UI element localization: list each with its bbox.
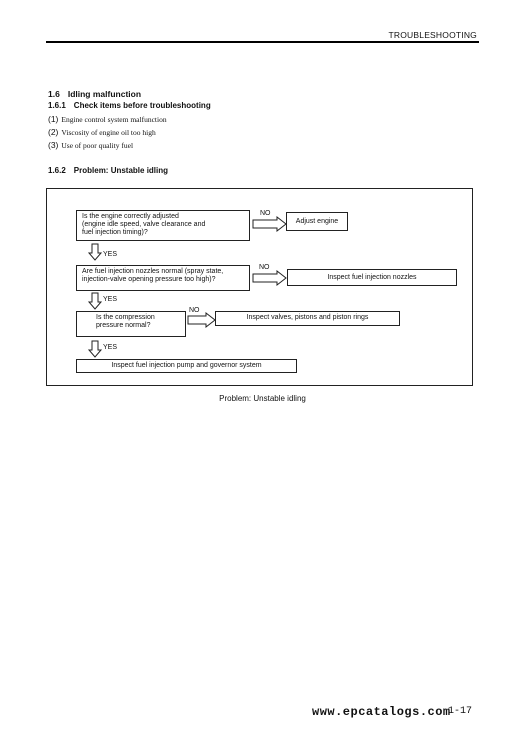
question-line: Is the engine correctly adjusted — [82, 213, 179, 220]
yes-arrow-icon — [88, 292, 102, 310]
watermark: www.epcatalogs.com — [312, 705, 451, 719]
page-number: 1-17 — [448, 706, 473, 717]
no-label: NO — [260, 210, 271, 217]
list-item-text: Use of poor quality fuel — [61, 141, 134, 150]
flowchart-frame — [46, 188, 473, 386]
no-label: NO — [259, 264, 270, 271]
question-line: (engine idle speed, valve clearance and — [82, 221, 206, 228]
list-item-number: (3) — [48, 140, 59, 150]
check-items-title: Check items before troubleshooting — [73, 101, 211, 110]
header-section-label: TROUBLESHOOTING — [388, 30, 477, 40]
question-box-engine-adjusted — [76, 210, 250, 241]
header-rule — [46, 41, 479, 43]
list-item-text: Viscosity of engine oil too high — [61, 128, 156, 137]
yes-arrow-icon — [88, 243, 102, 261]
list-item — [48, 140, 133, 150]
question-line: pressure normal? — [96, 322, 151, 329]
check-items-number: 1.6.1 — [48, 101, 66, 110]
question-line: injection-valve opening pressure too high)? — [82, 276, 216, 283]
list-item — [48, 114, 167, 124]
question-line: fuel injection timing)? — [82, 229, 148, 236]
problem-title: Problem: Unstable idling — [73, 166, 169, 175]
question-box-compression — [76, 311, 186, 337]
section-number: 1.6 — [48, 89, 60, 99]
action-box-inspect-valves: Inspect valves, pistons and piston rings — [215, 311, 400, 326]
list-item-number: (2) — [48, 127, 59, 137]
question-line: Are fuel injection nozzles normal (spray state, — [82, 268, 224, 275]
action-box-adjust-engine: Adjust engine — [286, 212, 348, 231]
no-label: NO — [189, 307, 200, 314]
yes-arrow-icon — [88, 340, 102, 358]
yes-label: YES — [103, 344, 118, 351]
section-heading — [48, 89, 141, 99]
list-item-text: Engine control system malfunction — [61, 115, 167, 124]
yes-label: YES — [103, 251, 118, 258]
problem-number: 1.6.2 — [48, 166, 66, 175]
list-item — [48, 127, 156, 137]
figure-caption: Problem: Unstable idling — [219, 394, 306, 403]
section-title: Idling malfunction — [67, 89, 142, 99]
list-item-number: (1) — [48, 114, 59, 124]
action-box-inspect-injection-pump: Inspect fuel injection pump and governor system — [76, 359, 297, 373]
check-items-heading — [48, 101, 211, 110]
no-arrow-icon — [252, 217, 288, 231]
no-arrow-icon — [252, 271, 288, 285]
yes-label: YES — [103, 296, 118, 303]
problem-heading — [48, 166, 168, 175]
question-line: Is the compression — [96, 314, 155, 321]
question-box-injection-nozzles — [76, 265, 250, 291]
no-arrow-icon — [187, 313, 217, 327]
action-box-inspect-nozzles: Inspect fuel injection nozzles — [287, 269, 457, 286]
